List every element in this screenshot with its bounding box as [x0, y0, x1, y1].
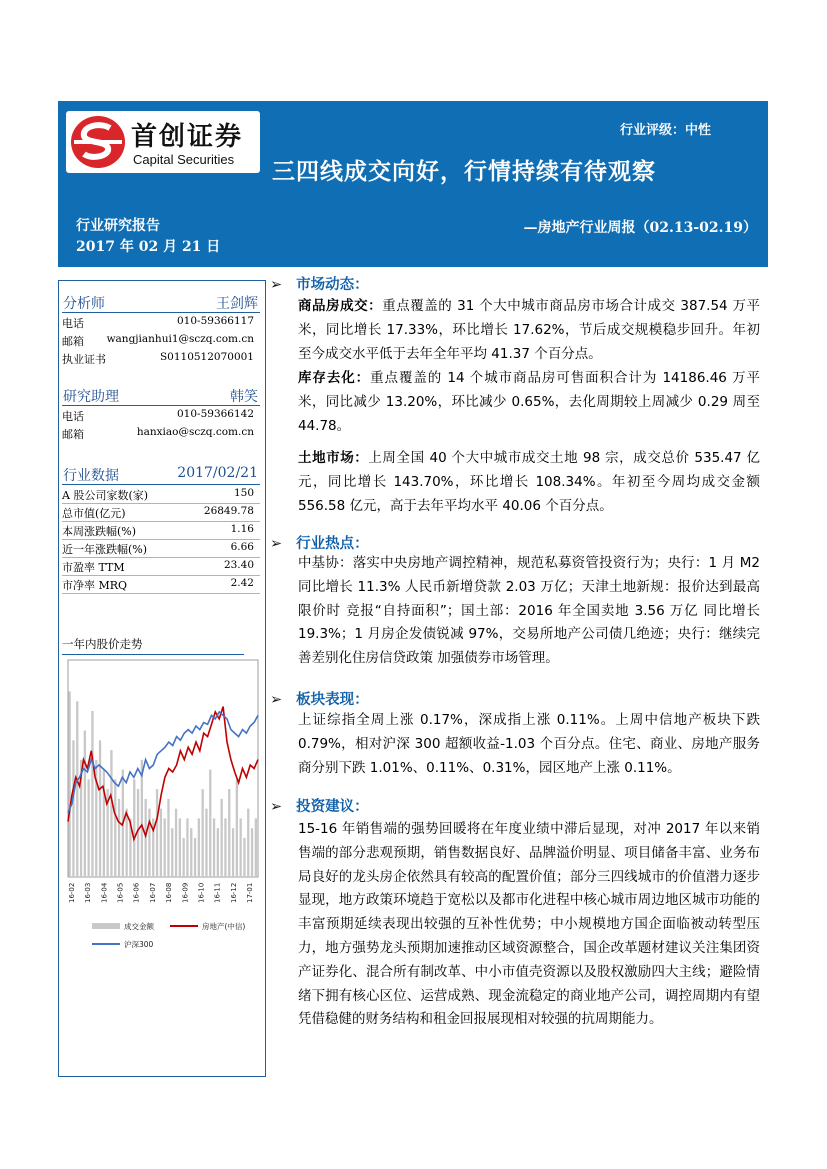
x-tick-label: 16-06 — [132, 882, 141, 903]
volume-bar — [247, 809, 249, 877]
assistant-phone — [62, 406, 260, 424]
report-date: 2017 年 02 月 21 日 — [76, 239, 221, 255]
row-value: 010-59366142 — [177, 408, 255, 420]
section-paragraph: 商品房成交：重点覆盖的 31 个大中城市商品房市场合计成交 387.54 万平米，同比增长 17.33%，环比增长 17.62%，节后成交规模稳步回升。年初至今成交水平低于去年全年平均 41.37 个百分点。 — [298, 298, 760, 362]
row-key: 市盈率 TTM — [62, 561, 125, 574]
arrow-bullet-icon: ➢ — [270, 277, 283, 293]
volume-bar — [179, 818, 181, 877]
row-key: 本周涨跌幅(%) — [62, 525, 137, 538]
assistant-label: 研究助理 — [63, 389, 119, 405]
volume-bar — [156, 789, 158, 877]
section-paragraph: 15-16 年销售端的强势回暖将在年度业绩中滞后显现，对冲 2017 年以来销售端的部分悲观预期，销售数据良好、品牌溢价明显、项目储备丰富、业务布局良好的龙头房企依然具有较高的配置价值；部分三四线城市的价值潜力逐步显现，地方政策环境趋于宽松以及都市化进程中核心城市周边地区城市功能的丰富预期延续表现出较强的互补性优势；中小规模地方国企面临被动转型压力，地方强势龙头预期加速推动区域资源整合，国企改革题材建议关注集团资产证券化、混合所有制改革、中小市值壳资源以及股权激励四大主线；避险情绪下拥有核心区位、运营成熟、现金流稳定的商业地产公司，调控周期内有望凭借稳健的财务结构和租金回报展现相对较强的抗周期能力。 — [298, 821, 760, 1028]
section-heading — [270, 795, 369, 816]
x-tick-label: 16-04 — [100, 882, 109, 903]
paragraph-lead: 商品房成交： — [298, 298, 383, 314]
industry-data-header — [62, 464, 260, 485]
paragraph-lead: 土地市场： — [298, 450, 369, 466]
volume-bar — [251, 828, 253, 877]
volume-bar — [72, 740, 74, 877]
analyst-header — [62, 292, 260, 313]
row-key: 电话 — [62, 317, 84, 330]
volume-bar — [91, 711, 93, 877]
section-heading — [270, 532, 369, 553]
volume-bar — [194, 838, 196, 877]
volume-bar — [118, 799, 120, 877]
assistant-name: 韩笑 — [230, 389, 258, 405]
industry-data-date: 2017/02/21 — [177, 465, 258, 481]
row-value: 23.40 — [223, 559, 254, 571]
row-key: 电话 — [62, 410, 84, 423]
x-tick-label: 16-03 — [84, 882, 93, 903]
section-heading — [270, 688, 369, 709]
x-tick-label: 16-12 — [229, 882, 238, 903]
report-title: 三四线成交向好，行情持续有待观察 — [272, 158, 656, 185]
analyst-phone — [62, 313, 260, 331]
industry-data-label: 行业数据 — [63, 468, 119, 484]
row-key: 邮箱 — [62, 428, 84, 441]
row-value: wangjianhui1@sczq.com.cn — [106, 333, 254, 345]
paragraph-lead: 库存去化： — [298, 370, 371, 386]
logo-text-en: Capital Securities — [133, 152, 235, 167]
row-value: 26849.78 — [203, 505, 254, 517]
arrow-bullet-icon: ➢ — [270, 692, 283, 708]
volume-bar — [167, 799, 169, 877]
capital-securities-logo-icon — [70, 114, 126, 170]
row-key: 近一年涨跌幅(%) — [62, 543, 148, 556]
section-title: 板块表现： — [296, 691, 369, 708]
assistant-email — [62, 424, 260, 442]
row-key: A 股公司家数(家) — [62, 489, 149, 502]
volume-bar — [209, 770, 211, 877]
legend-label: 房地产(中信) — [202, 922, 246, 931]
volume-bar — [221, 799, 223, 877]
industry-rating: 行业评级：中性 — [620, 123, 712, 138]
industry-row — [62, 539, 260, 558]
volume-bar — [84, 731, 86, 877]
x-tick-label: 16-11 — [213, 882, 222, 903]
industry-row — [62, 485, 260, 504]
volume-bar — [217, 828, 219, 877]
x-tick-label: 16-10 — [197, 882, 206, 903]
report-type: 行业研究报告 — [76, 218, 160, 234]
report-subtitle: —房地产行业周报（02.13-02.19） — [523, 220, 757, 236]
x-tick-label: 16-08 — [165, 882, 174, 903]
row-value: 2.42 — [230, 577, 254, 589]
volume-bar — [160, 809, 162, 877]
volume-bar — [133, 779, 135, 877]
volume-bar — [88, 779, 90, 877]
volume-bar — [205, 809, 207, 877]
row-value: 150 — [233, 487, 254, 499]
row-key: 邮箱 — [62, 335, 84, 348]
x-tick-label: 16-05 — [116, 882, 125, 903]
x-tick-label: 17-01 — [246, 882, 254, 903]
row-key: 执业证书 — [62, 353, 106, 366]
volume-bar — [236, 779, 238, 877]
volume-bar — [114, 779, 116, 877]
volume-bar — [224, 818, 226, 877]
volume-bar — [110, 750, 112, 877]
industry-row — [62, 575, 260, 594]
volume-bar — [232, 828, 234, 877]
volume-bar — [164, 818, 166, 877]
row-value: S0110512070001 — [159, 351, 254, 363]
industry-row — [62, 521, 260, 540]
volume-bar — [190, 828, 192, 877]
volume-bar — [240, 818, 242, 877]
x-tick-label: 16-07 — [148, 882, 157, 903]
assistant-header — [62, 385, 260, 406]
section-title: 市场动态： — [296, 276, 369, 293]
arrow-bullet-icon: ➢ — [270, 536, 283, 552]
volume-bar — [198, 818, 200, 877]
volume-bar — [76, 701, 78, 877]
volume-bar — [99, 740, 101, 877]
row-value: hanxiao@sczq.com.cn — [136, 426, 254, 438]
arrow-bullet-icon: ➢ — [270, 799, 283, 815]
volume-bar — [202, 789, 204, 877]
analyst-name: 王剑辉 — [216, 296, 258, 312]
analyst-license — [62, 349, 260, 367]
volume-bar — [175, 809, 177, 877]
volume-bar — [171, 828, 173, 877]
section-heading — [270, 273, 369, 294]
volume-bar — [183, 838, 185, 877]
legend-swatch — [92, 923, 120, 929]
volume-bar — [255, 818, 257, 877]
section-title: 投资建议： — [296, 798, 369, 815]
chart-title: 一年内股价走势 — [62, 636, 244, 655]
volume-bar — [213, 818, 215, 877]
row-key: 总市值(亿元) — [62, 507, 126, 520]
logo-text-cn: 首创证券 — [131, 122, 244, 152]
volume-bar — [228, 789, 230, 877]
row-key: 市净率 MRQ — [62, 579, 128, 592]
volume-bar — [243, 838, 245, 877]
stock-trend-chart — [62, 652, 262, 972]
section-paragraph: 库存去化：重点覆盖的 14 个城市商品房可售面积合计为 14186.46 万平米，同比减少 13.20%，环比减少 0.65%，去化周期较上周减少 0.29 周至 44.78。 — [298, 370, 761, 434]
industry-row — [62, 557, 260, 576]
section-paragraph: 土地市场：上周全国 40 个大中城市成交土地 98 宗，成交总价 535.47 亿元，同比增长 143.70%，环比增长 108.34%。年初至今周均成交金额 556.58 亿元，高于去年平均水平 40.06 个百分点。 — [298, 450, 760, 514]
industry-row — [62, 503, 260, 522]
analyst-email — [62, 331, 260, 349]
volume-bar — [126, 809, 128, 877]
legend-label: 沪深300 — [124, 940, 154, 949]
section-paragraph: 上证综指全周上涨 0.17%，深成指上涨 0.11%。上周中信地产板块下跌 0.79%，相对沪深 300 超额收益-1.03 个百分点。住宅、商业、房地产服务商分别下跌 1.01%、0.11%、0.31%，园区地产上涨 0.11%。 — [298, 712, 760, 776]
x-tick-label: 16-02 — [68, 882, 76, 903]
section-paragraph: 中基协：落实中央房地产调控精神，规范私募资管投资行为；央行：1 月 M2 同比增长 11.3% 人民币新增贷款 2.03 万亿；天津土地新规：报价达到最高限价时 竞报“自持面积”；国土部：2016 年全国卖地 3.56 万亿 同比增长 19.3%；1 月房企发债锐减 97%，交易所地产公司债几绝迹；央行：继续完善差别化住房信贷政策 加强债券市场管理。 — [298, 555, 760, 667]
legend-label: 成交金额 — [124, 922, 154, 931]
volume-bar — [148, 809, 150, 877]
x-tick-label: 16-09 — [181, 882, 190, 903]
row-value: 010-59366117 — [177, 315, 255, 327]
volume-bar — [69, 691, 71, 877]
row-value: 1.16 — [230, 523, 254, 535]
section-title: 行业热点： — [296, 535, 369, 552]
analyst-label: 分析师 — [63, 296, 105, 312]
volume-bar — [186, 818, 188, 877]
row-value: 6.66 — [230, 541, 254, 553]
